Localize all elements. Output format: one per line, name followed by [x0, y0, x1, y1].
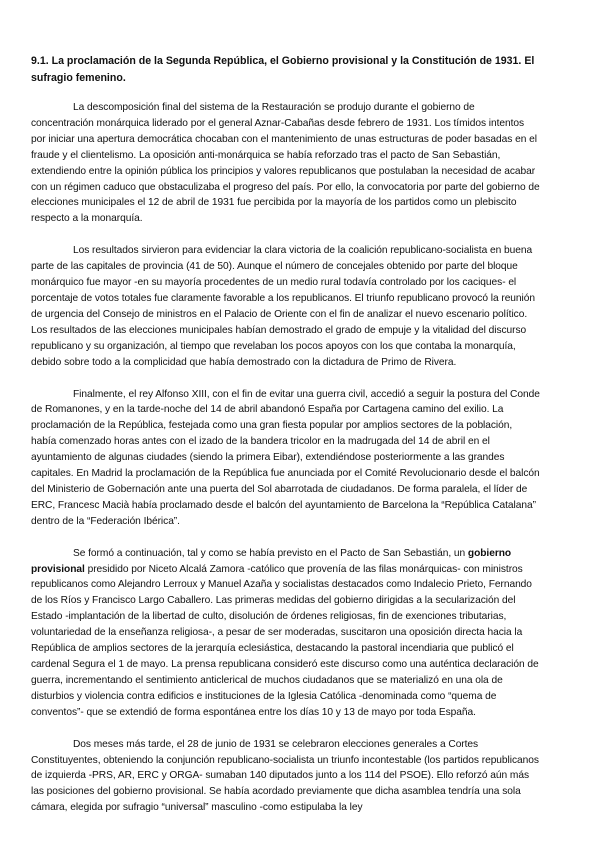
paragraph-provisional-government	[31, 546, 540, 721]
paragraph-text-start: Se formó a continuación, tal y como se había previsto en el Pacto de San Sebastián, un	[73, 547, 468, 559]
paragraph-election-results: Los resultados sirvieron para evidenciar la clara victoria de la coalición republicano-socialista en buena parte de las capitales de provincia (41 de 50). Aunque el número de concejales obtenido por parte del bloque monárquico fue mayor -en su mayoría procedentes de un medio rural todavía controlado por los caciques- el porcentaje de votos totales fue claramente favorable a los republicanos. El triunfo republicano provocó la reunión de urgencia del Consejo de ministros en el Palacio de Oriente con el fin de analizar el nuevo escenario político. Los resultados de las elecciones municipales habían demostrado el grado de empuje y la vitalidad del discurso republicano y su organización, al tiempo que revelaban los pocos apoyos con los que contaba la monarquía, debido sobre todo a la complicidad que había demostrado con la dictadura de Primo de Rivera.	[31, 245, 535, 368]
paragraph-text-end: presidido por Niceto Alcalá Zamora -católico que provenía de las filas monárquicas- con ministros republicanos como Alejandro Lerroux y Manuel Azaña y socialistas destacados como Indalecio Prieto, Fernando de los Ríos y Francisco Largo Caballero. Las primeras medidas del gobierno dirigidas a la secularización del Estado -implantación de la libertad de culto, disolución de órdenes religiosas, fin de exenciones tributarias, voluntariedad de la enseñanza religiosa-, a pesar de ser moderadas, suscitaron una oposición directa hacia la República de amplios sectores de la jerarquía eclesiástica, destacando la pastoral incendiaria que publicó el cardenal Segura el 1 de mayo. La prensa republicana consideró este discurso como una auténtica declaración de guerra, incrementando el sentimiento anticlerical de muchos ciudadanos que se materializó en una ola de disturbios y violencia contra edificios e instituciones de la Iglesia Católica -denominada como “quema de conventos”- que se extendió de forma espontánea entre los días 10 y 13 de mayo por toda España.	[31, 563, 539, 718]
paragraph-restoration-crisis: La descomposición final del sistema de la Restauración se produjo durante el gobierno de concentración monárquica liderado por el general Aznar-Cabañas desde febrero de 1931. Los tímidos intentos por iniciar una apertura democrática chocaban con el mantenimiento de unas estructuras de poder basadas en el fraude y el clientelismo. La oposición anti-monárquica se había reforzado tras el pacto de San Sebastián, extendiendo entre la opinión pública los principios y valores republicanos que postulaban la necesidad de acabar con un régimen caduco que obstaculizaba el progreso del país. Por ello, la convocatoria por parte del gobierno de elecciones municipales el 12 de abril de 1931 fue percibida por la mayoría de los partidos como un plebiscito respecto a la monarquía.	[31, 102, 540, 225]
section-title: 9.1. La proclamación de la Segunda República, el Gobierno provisional y la Constitución de 1931. El sufragio femenino.	[31, 55, 535, 84]
paragraph-republic-proclamation: Finalmente, el rey Alfonso XIII, con el fin de evitar una guerra civil, accedió a seguir la postura del Conde de Romanones, y en la tarde-noche del 14 de abril abandonó España por Cartagena camino del exilio. La proclamación de la República, festejada como una gran fiesta popular por amplios sectores de la población, había comenzado horas antes con el izado de la bandera tricolor en la madrugada del 14 de abril en el ayuntamiento de algunas ciudades (siendo la primera Eibar), extendiéndose posteriormente a las grandes capitales. En Madrid la proclamación de la República fue anunciada por el Comité Revolucionario desde el balcón del Ministerio de Gobernación ante una puerta del Sol abarrotada de ciudadanos. De forma paralela, el líder de ERC, Francesc Macià había proclamado desde el balcón del ayuntamiento de Barcelona la “República Catalana” dentro de la “Federación Ibérica”.	[31, 388, 540, 527]
bold-term-provisional-government: gobierno provisional	[31, 547, 512, 575]
paragraph-constituent-elections: Dos meses más tarde, el 28 de junio de 1931 se celebraron elecciones generales a Cortes Constituyentes, obteniendo la conjunción republicano-socialista un triunfo incontestable (los partidos republicanos de izquierda -PRS, AR, ERC y ORGA- sumaban 140 diputados junto a los 114 del PSOE). Ello reforzó aún más las posiciones del gobierno provisional. Se había acordado previamente que dicha asamblea tendría una sola cámara, elegida por sufragio “universal” masculino -como estipulaba la ley	[31, 738, 539, 814]
